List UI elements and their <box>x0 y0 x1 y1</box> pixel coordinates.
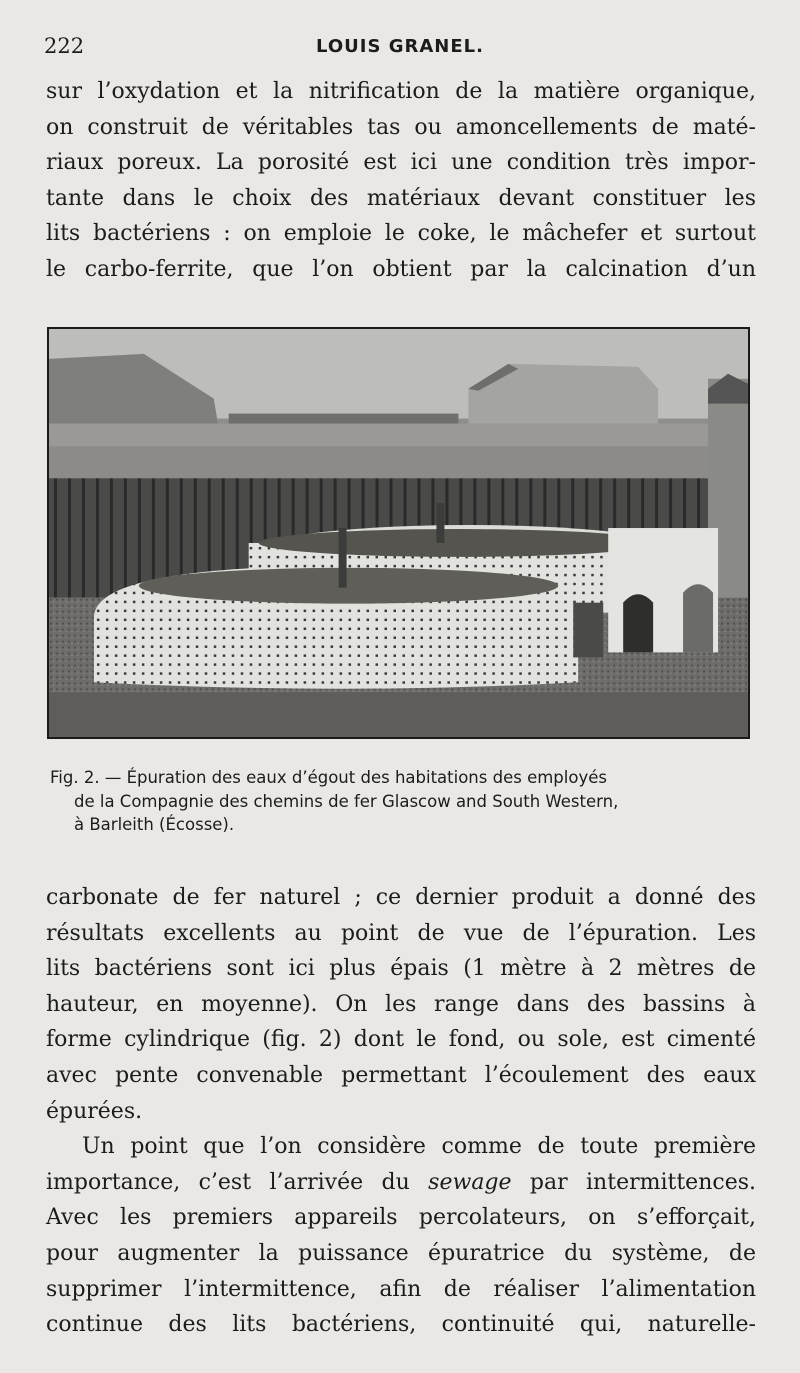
text-line: carbonate de fer naturel ; ce dernier produit a donné des <box>46 885 756 910</box>
text-line: tante dans le choix des matériaux devant constituer les <box>46 185 756 211</box>
text-line: épurées. <box>46 1098 143 1124</box>
text-line: Avec les premiers appareils percolateurs, on s’efforçait, <box>46 1205 756 1231</box>
text-line: supprimer l’intermittence, afin de réaliser l’alimentation <box>46 1276 756 1302</box>
caption-line: Fig. 2. — Épuration des eaux d’égout des habitations des employés <box>50 768 607 787</box>
text-line: résultats excellents au point de vue de l’épuration. Les <box>46 920 756 946</box>
running-head: LOUIS GRANEL. <box>316 36 484 57</box>
text-line: avec pente convenable permettant l’écoulement des eaux <box>46 1062 756 1088</box>
text-line: hauteur, en moyenne). On les range dans des bassins à <box>46 991 756 1017</box>
paragraph-2 <box>46 880 756 1343</box>
text-line: on construit de véritables tas ou amoncellements de maté- <box>46 114 756 140</box>
text-line: sur l’oxydation et la nitrification de la matière organique, <box>46 79 756 104</box>
page-header <box>0 30 800 64</box>
text-line: forme cylindrique (fig. 2) dont le fond, ou sole, est cimenté <box>46 1027 756 1053</box>
text-line: pour augmenter la puissance épuratrice du système, de <box>46 1240 756 1266</box>
sewage-beds-photo <box>49 329 748 737</box>
text-line: continue des lits bactériens, continuité qui, naturelle- <box>46 1312 756 1338</box>
text-fragment: par intermittences. <box>511 1169 756 1195</box>
page-number: 222 <box>44 34 85 58</box>
text-line: lits bactériens : on emploie le coke, le mâchefer et surtout <box>46 221 756 247</box>
caption-line: à Barleith (Écosse). <box>74 815 235 834</box>
text-line: riaux poreux. La porosité est ici une condition très impor- <box>46 150 756 176</box>
figure-photograph <box>47 327 750 739</box>
text-line: lits bactériens sont ici plus épais (1 mètre à 2 mètres de <box>46 956 756 982</box>
italic-term: sewage <box>428 1169 512 1195</box>
paragraph-1 <box>46 74 756 288</box>
text-line: le carbo-ferrite, que l’on obtient par la calcination d’un <box>46 256 756 282</box>
figure-caption <box>50 766 756 837</box>
caption-line: de la Compagnie des chemins de fer Glascow and South Western, <box>74 791 619 811</box>
text-fragment: importance, c’est l’arrivée du <box>46 1169 429 1195</box>
text-line: Un point que l’on considère comme de toute première <box>82 1134 756 1160</box>
text-line-with-italic <box>46 1165 756 1201</box>
